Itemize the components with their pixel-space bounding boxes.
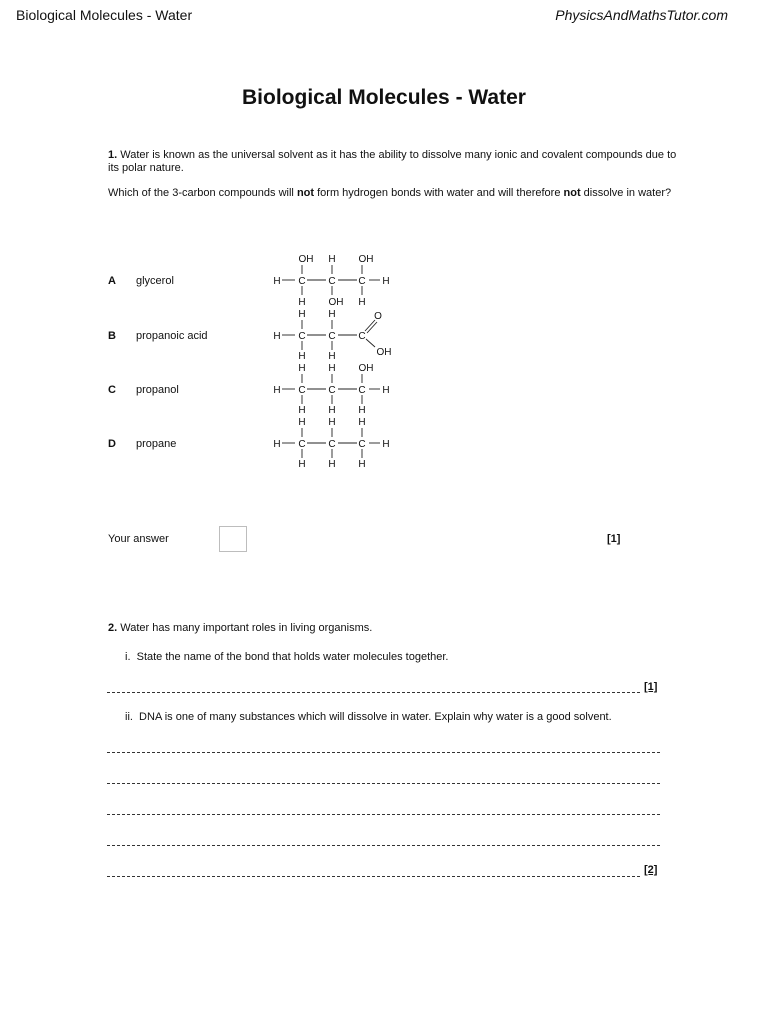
atom-label: H bbox=[328, 309, 336, 320]
option-a-letter: A bbox=[108, 275, 116, 287]
q1-prompt-not-2: not bbox=[563, 187, 581, 199]
option-d-name: propane bbox=[136, 438, 177, 450]
header-site: PhysicsAndMathsTutor.com bbox=[555, 7, 728, 23]
atom-label: H bbox=[382, 385, 390, 396]
answer-line[interactable] bbox=[107, 814, 660, 815]
atom-label: H bbox=[328, 417, 336, 428]
question-2-text bbox=[108, 622, 372, 634]
question-2-part-ii: ii. DNA is one of many substances which will dissolve in water. Explain why water is a good solvent. bbox=[125, 711, 612, 723]
atom-label: H bbox=[298, 351, 306, 362]
atom-label: H bbox=[358, 417, 366, 428]
atom-label: OH bbox=[358, 254, 374, 265]
atom-label: H bbox=[328, 254, 336, 265]
option-a-name: glycerol bbox=[136, 275, 174, 287]
atom-label: H bbox=[382, 439, 390, 450]
atom-label: H bbox=[298, 417, 306, 428]
structural-formulas-diagram bbox=[262, 248, 412, 478]
atom-label: C bbox=[328, 439, 336, 450]
atom-label: H bbox=[328, 459, 336, 470]
question-1-marks: [1] bbox=[607, 533, 621, 545]
atom-label: C bbox=[358, 331, 366, 342]
question-2-part-i-marks: [1] bbox=[644, 681, 658, 693]
answer-line[interactable] bbox=[107, 876, 640, 877]
option-b-letter: B bbox=[108, 330, 116, 342]
option-c-name: propanol bbox=[136, 384, 179, 396]
your-answer-label: Your answer bbox=[108, 533, 169, 545]
atom-label: H bbox=[273, 385, 281, 396]
atom-label: H bbox=[298, 363, 306, 374]
atom-label: C bbox=[358, 385, 366, 396]
question-1-prompt bbox=[108, 187, 678, 200]
atom-label: H bbox=[298, 459, 306, 470]
atom-label: C bbox=[328, 276, 336, 287]
atom-label: H bbox=[382, 276, 390, 287]
question-2-number: 2. bbox=[108, 622, 118, 634]
option-c-letter: C bbox=[108, 384, 116, 396]
atom-label: H bbox=[358, 459, 366, 470]
atom-label: H bbox=[358, 405, 366, 416]
question-1-number: 1. bbox=[108, 149, 118, 161]
answer-line[interactable] bbox=[107, 845, 660, 846]
atom-label: H bbox=[273, 331, 281, 342]
question-1-intro-text: Water is known as the universal solvent as it has the ability to dissolve many ionic and covalent compounds due to its polar nature. bbox=[108, 149, 677, 174]
page-title: Biological Molecules - Water bbox=[242, 86, 526, 109]
answer-input-box[interactable] bbox=[219, 526, 247, 552]
q1-prompt-not-1: not bbox=[296, 187, 315, 199]
atom-label: H bbox=[328, 405, 336, 416]
atom-label: H bbox=[273, 439, 281, 450]
answer-line[interactable] bbox=[107, 783, 660, 784]
atom-label: H bbox=[328, 363, 336, 374]
q1-prompt-part: form hydrogen bonds with water and will therefore bbox=[314, 187, 564, 199]
atom-label: H bbox=[358, 297, 366, 308]
q1-prompt-part: dissolve in water? bbox=[580, 187, 672, 199]
atom-label: OH bbox=[358, 363, 374, 374]
atom-label: C bbox=[298, 331, 306, 342]
question-2-part-ii-marks: [2] bbox=[644, 864, 658, 876]
atom-label: OH bbox=[298, 254, 314, 265]
atom-label: H bbox=[328, 351, 336, 362]
atom-label: OH bbox=[328, 297, 344, 308]
option-b-name: propanoic acid bbox=[136, 330, 208, 342]
atom-label: H bbox=[298, 309, 306, 320]
atom-label: O bbox=[374, 311, 382, 322]
atom-label: C bbox=[328, 385, 336, 396]
question-1-intro bbox=[108, 149, 678, 175]
q1-prompt-part: Which of the 3-carbon compounds will bbox=[108, 187, 297, 199]
atom-label: OH bbox=[376, 347, 392, 358]
option-d-letter: D bbox=[108, 438, 116, 450]
atom-label: C bbox=[298, 385, 306, 396]
atom-label: C bbox=[298, 276, 306, 287]
atom-label: H bbox=[298, 405, 306, 416]
atom-label: C bbox=[358, 276, 366, 287]
header-title: Biological Molecules - Water bbox=[16, 7, 193, 23]
atom-label: C bbox=[328, 331, 336, 342]
atom-label: H bbox=[298, 297, 306, 308]
question-2-intro: Water has many important roles in living organisms. bbox=[120, 622, 373, 634]
question-2-part-i: i. State the name of the bond that holds water molecules together. bbox=[125, 651, 449, 663]
atom-label: C bbox=[358, 439, 366, 450]
answer-line[interactable] bbox=[107, 752, 660, 753]
atom-label: C bbox=[298, 439, 306, 450]
atom-label: H bbox=[273, 276, 281, 287]
answer-line[interactable] bbox=[107, 692, 640, 693]
